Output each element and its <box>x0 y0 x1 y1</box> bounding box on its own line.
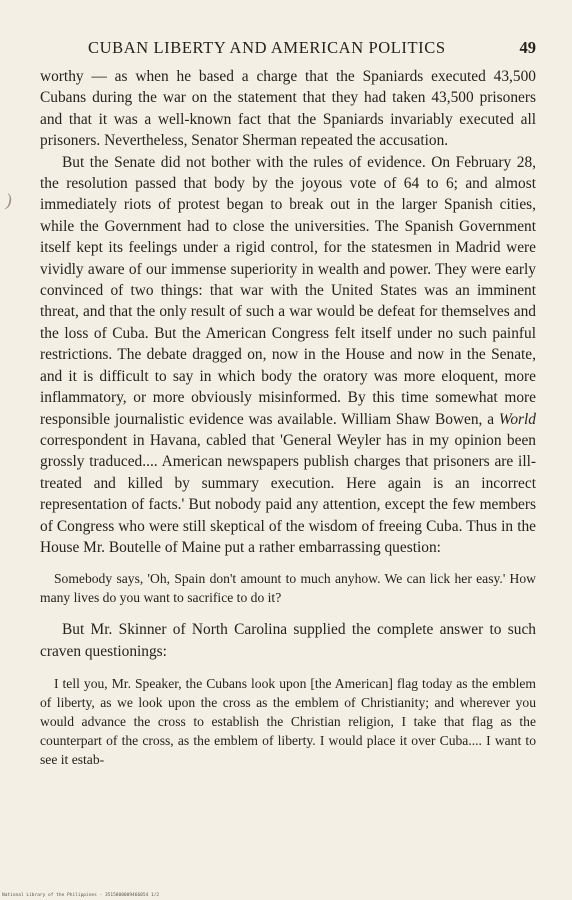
spacer <box>40 662 536 674</box>
body-text <box>40 66 536 769</box>
newspaper-name-italic: World <box>498 410 536 428</box>
spacer <box>40 607 536 619</box>
paragraph-skinner: But Mr. Skinner of North Carolina supplied the complete answer to such craven questionings: <box>40 621 536 660</box>
running-title: CUBAN LIBERTY AND AMERICAN POLITICS <box>88 38 446 57</box>
paragraph-text-part2: correspondent in Havana, cabled that 'General Weyler has in my opinion been grossly traduced.... American newspapers publish charges that prisoners are ill-treated and killed by summary execution. Here again is an incorrect representation of facts.' But nobody paid any attention, except the few members of Congress who were still skeptical of the wisdom of freeing Cuba. Thus in the House Mr. Boutelle of Maine put a rather embarrassing question: <box>40 431 536 556</box>
spacer <box>40 558 536 569</box>
paragraph-text-part1: But the Senate did not bother with the rules of evidence. On February 28, the resolution passed that body by the joyous vote of 64 to 6; and almost immediately riots of protest began to break out in the larger Spanish cities, while the Government had to close the universities. The Spanish Government itself kept its feelings under a rigid control, for the statesmen in Madrid were vividly aware of our immense superiority in wealth and power. They were early convinced of two things: that war with the United States was an imminent threat, and that the only result of such a war would be defeat for themselves and the loss of Cuba. But the American Congress felt itself under no such painful restrictions. The debate dragged on, now in the House and now in the Senate, and it is difficult to say in which body the oratory was more eloquent, more inflammatory, or more obviously misinformed. By this time somewhat more responsible journalistic evidence was available. William Shaw Bowen, a <box>40 153 536 428</box>
paragraph-senate-debate <box>40 152 536 559</box>
block-quote-skinner: I tell you, Mr. Speaker, the Cubans look upon [the American] flag today as the emblem of liberty, as we look upon the cross as the emblem of Christianity; and wherever you would advance the cross to establish the Christian religion, I take that flag as the counterpart of the cross, as the emblem of liberty. I would place it over Cuba.... I want to see it estab- <box>40 676 536 768</box>
page-header <box>40 38 536 64</box>
page-number: 49 <box>519 38 536 57</box>
block-quote-boutelle: Somebody says, 'Oh, Spain don't amount to much anyhow. We can lick her easy.' How many lives do you want to sacrifice to do it? <box>40 571 536 606</box>
margin-pencil-mark: ) <box>4 189 15 211</box>
paragraph-continued: worthy — as when he based a charge that the Spaniards executed 43,500 Cubans during the war on the statement that they had taken 43,500 prisoners and that it was a well-known fact that the Spaniards invariably executed all prisoners. Nevertheless, Senator Sherman repeated the accusation. <box>40 68 536 150</box>
scan-footer-note: National Library of the Philippines · 3515800009466054 1/2 <box>2 893 160 898</box>
